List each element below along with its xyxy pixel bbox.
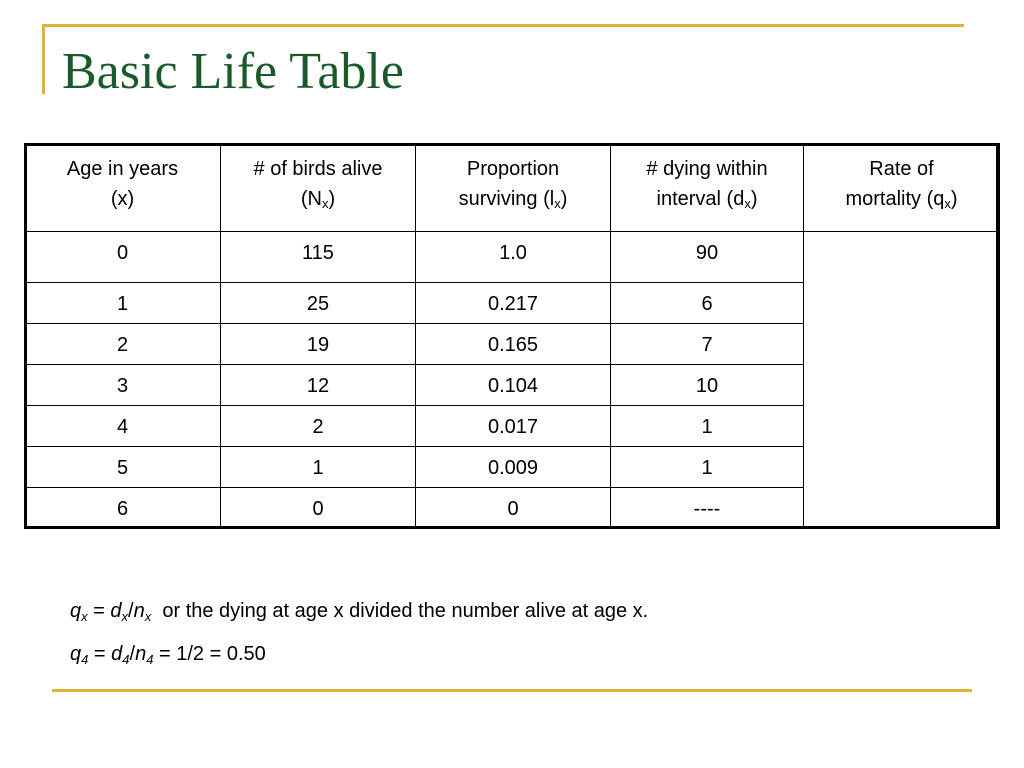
life-table (24, 143, 1000, 529)
formula-example: $q_4 = d_4/n_4 = 1/2 = 0.50$ (70, 643, 266, 667)
header-rate-of-mortality: Rate of mortality $(q_x)$ (804, 144, 1000, 232)
cell-age: 0 (25, 232, 221, 283)
table-row (25, 232, 1000, 283)
cell-proportion: 0.017 (416, 406, 611, 447)
cell-age: 1 (25, 283, 221, 324)
cell-dying: 1 (611, 447, 804, 488)
cell-birds-alive: 12 (221, 365, 416, 406)
cell-age: 4 (25, 406, 221, 447)
cell-age: 3 (25, 365, 221, 406)
header-proportion-surviving: Proportion surviving $(l_x)$ (416, 144, 611, 232)
accent-line-left (42, 24, 45, 94)
cell-dying: 1 (611, 406, 804, 447)
cell-birds-alive: 115 (221, 232, 416, 283)
cell-proportion: 0.104 (416, 365, 611, 406)
cell-mortality-empty (804, 232, 1000, 529)
cell-proportion: 0.165 (416, 324, 611, 365)
cell-dying: 90 (611, 232, 804, 283)
cell-age: 6 (25, 488, 221, 529)
cell-proportion: 0.009 (416, 447, 611, 488)
cell-birds-alive: 1 (221, 447, 416, 488)
accent-line-top (44, 24, 964, 27)
cell-birds-alive: 25 (221, 283, 416, 324)
cell-proportion: 0.217 (416, 283, 611, 324)
header-birds-alive: # of birds alive $(N_x)$ (221, 144, 416, 232)
table-header-row (25, 144, 1000, 232)
cell-dying: 7 (611, 324, 804, 365)
cell-age: 2 (25, 324, 221, 365)
cell-dying: 10 (611, 365, 804, 406)
cell-proportion: 0 (416, 488, 611, 529)
formula-definition: $q_x = d_x/n_x$ or the dying at age x divided the number alive at age x. (70, 600, 649, 624)
cell-proportion: 1.0 (416, 232, 611, 283)
cell-dying: ---- (611, 488, 804, 529)
accent-line-bottom (52, 689, 972, 692)
cell-birds-alive: 2 (221, 406, 416, 447)
cell-birds-alive: 0 (221, 488, 416, 529)
cell-dying: 6 (611, 283, 804, 324)
header-dying-within-interval: # dying within interval $(d_x)$ (611, 144, 804, 232)
cell-birds-alive: 19 (221, 324, 416, 365)
header-age: Age in years (x) (25, 144, 221, 232)
cell-age: 5 (25, 447, 221, 488)
slide-title: Basic Life Table (62, 43, 404, 100)
